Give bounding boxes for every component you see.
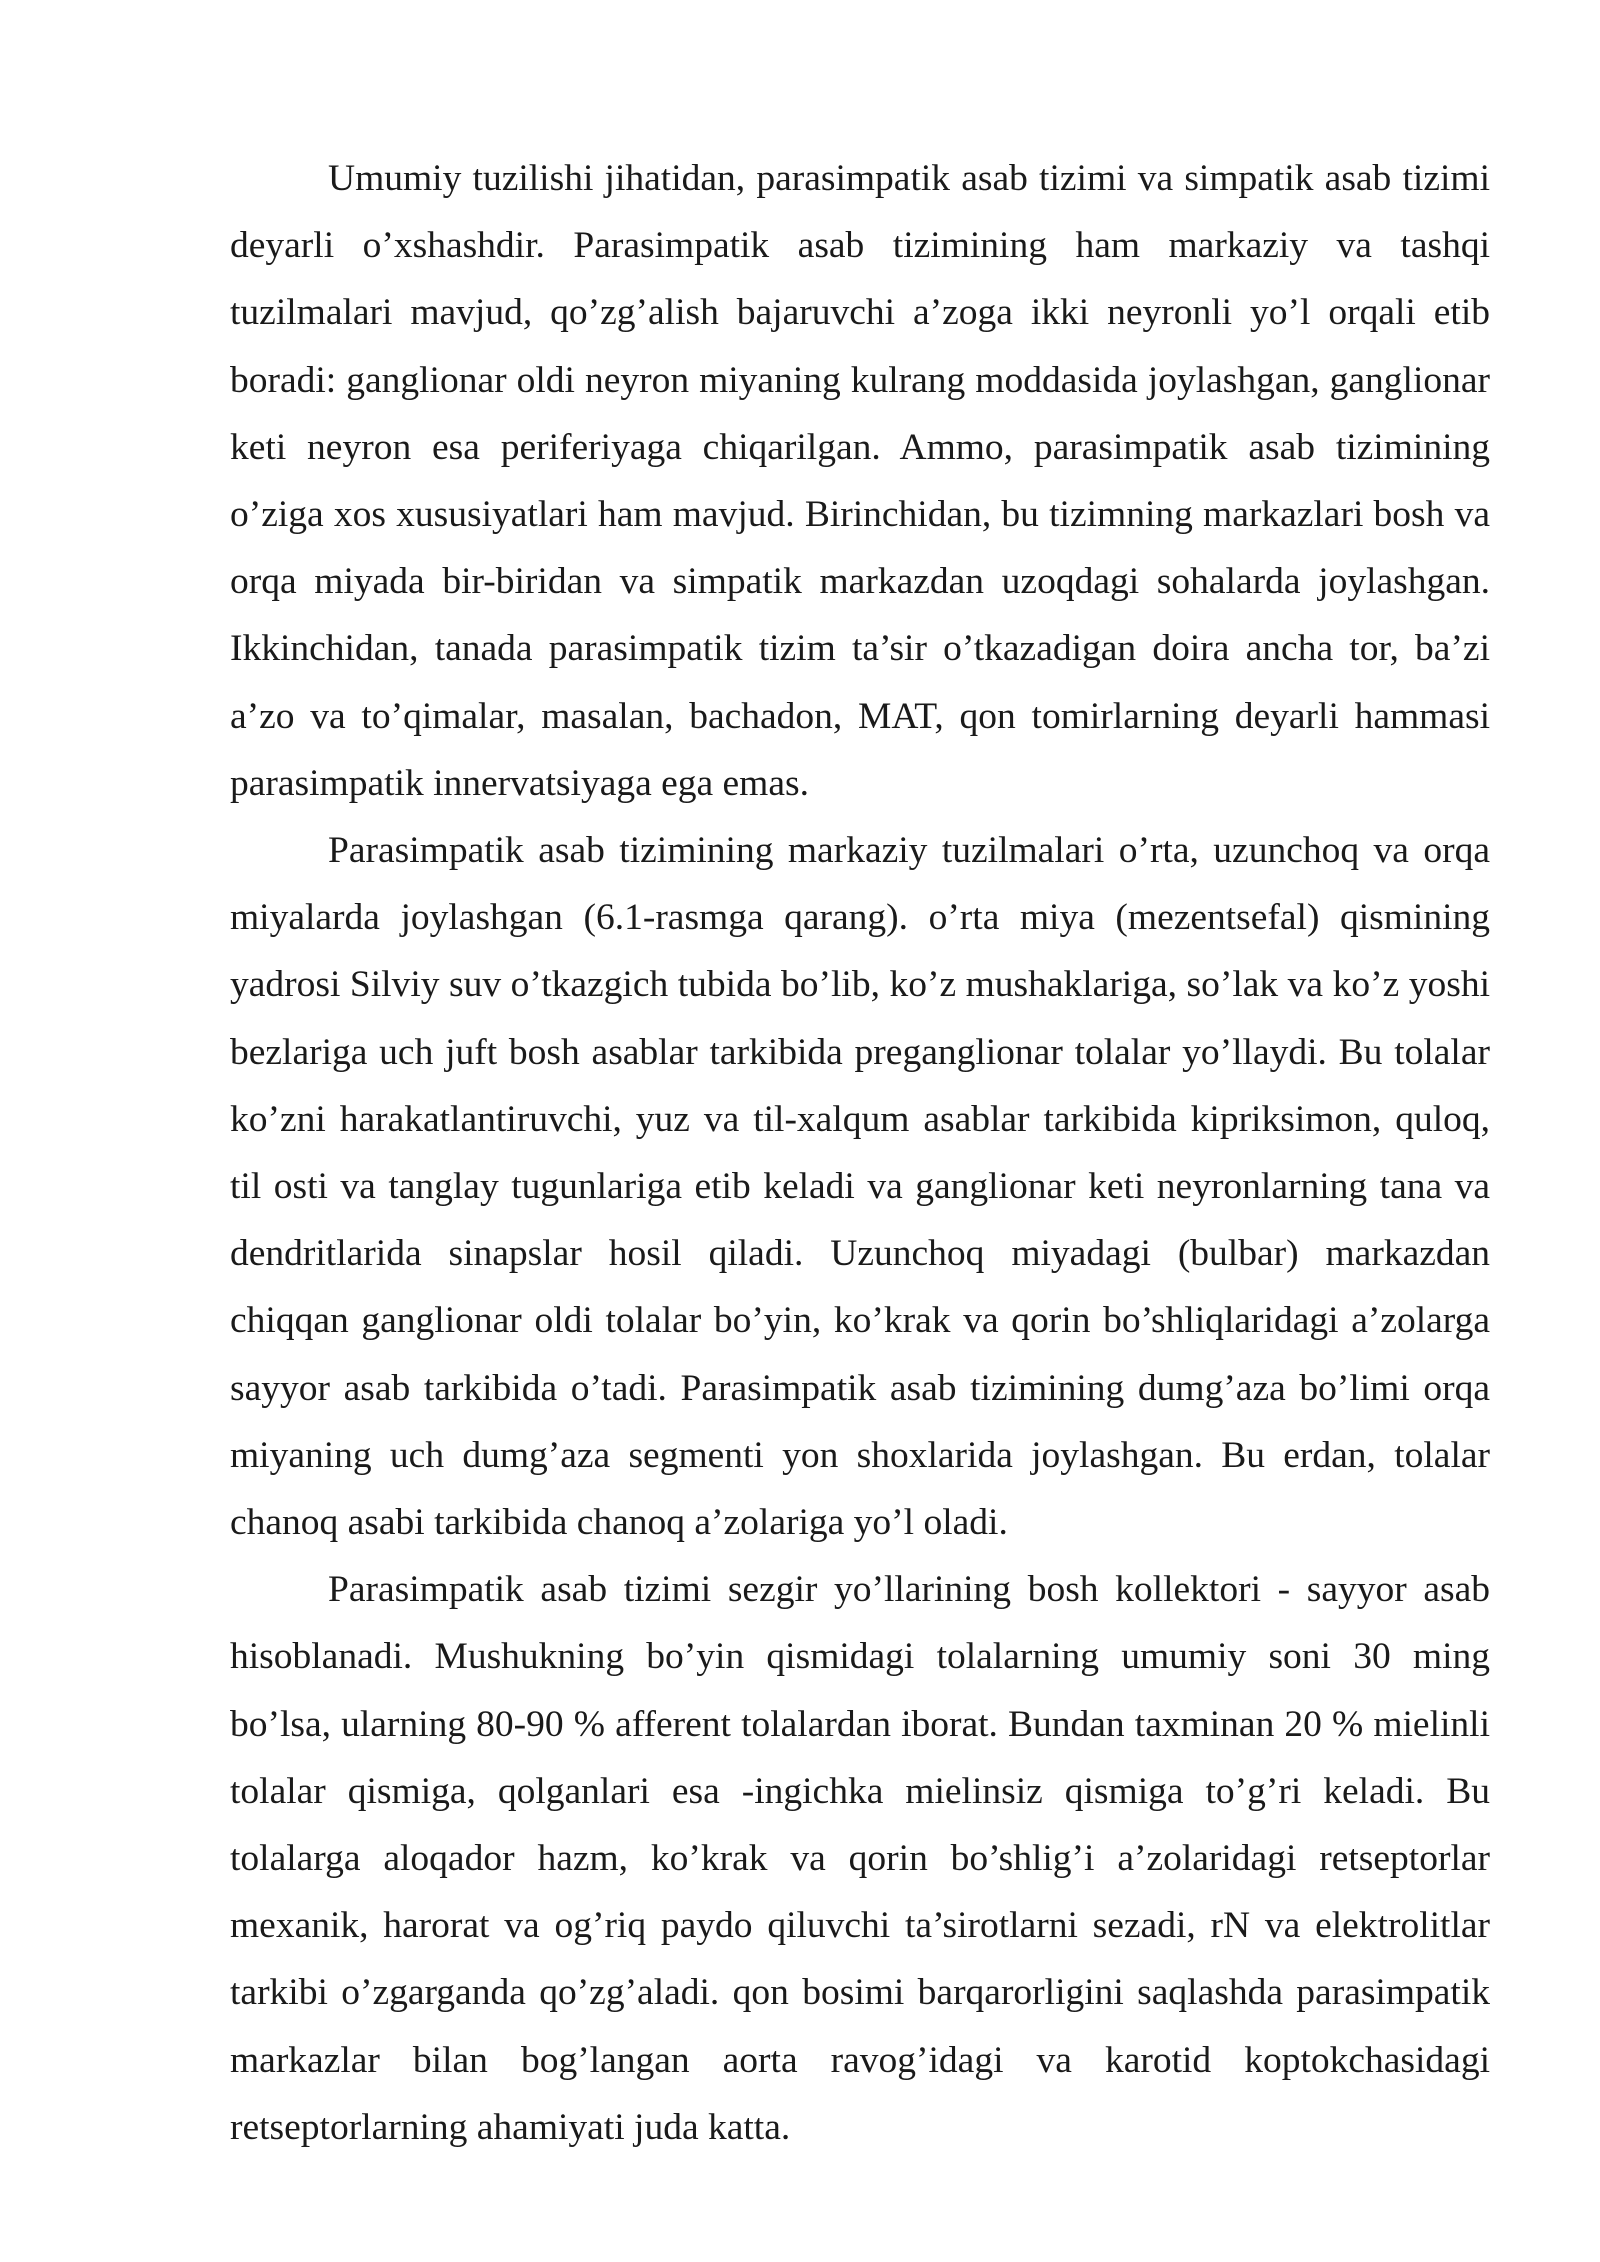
paragraph-2: Parasimpatik asab tizimining markaziy tuzilmalari o’rta, uzunchoq va orqa miyalarda joylashgan (6.1-rasmga qarang). o’rta miya (mezentsefal) qismining yadrosi Silviy suv o’tkazgich tubida bo’lib, ko’z mushaklariga, so’lak va ko’z yoshi bezlariga uch juft bosh asablar tarkibida preganglionar tolalar yo’llaydi. Bu tolalar ko’zni harakatlantiruvchi, yuz va til-xalqum asablar tarkibida kipriksimon, quloq, til osti va tanglay tugunlariga etib keladi va ganglionar keti neyronlarning tana va dendritlarida sinapslar hosil qiladi. Uzunchoq miyadagi (bulbar) markazdan chiqqan ganglionar oldi tolalar bo’yin, ko’krak va qorin bo’shliqlaridagi a’zolarga sayyor asab tarkibida o’tadi. Parasimpatik asab tizimining dumg’aza bo’limi orqa miyaning uch dumg’aza segmenti yon shoxlarida joylashgan. Bu erdan, tolalar chanoq asabi tarkibida chanoq a’zolariga yo’l oladi. [230, 830, 1490, 1544]
paragraph-3: Parasimpatik asab tizimi sezgir yo’llarining bosh kollektori - sayyor asab hisoblanadi. Mushukning bo’yin qismidagi tolalarning umumiy soni 30 ming bo’lsa, ularning 80-90 % afferent tolalardan iborat. Bundan taxminan 20 % mielinli tolalar qismiga, qolganlari esa -ingichka mielinsiz qismiga to’g’ri keladi. Bu tolalarga aloqador hazm, ko’krak va qorin bo’shlig’i a’zolaridagi retseptorlar mexanik, harorat va og’riq paydo qiluvchi ta’sirotlarni sezadi, rN va elektrolitlar tarkibi o’zgarganda qo’zg’aladi. qon bosimi barqarorligini saqlashda parasimpatik markazlar bilan bog’langan aorta ravog’idagi va karotid koptokchasidagi retseptorlarning ahamiyati juda katta. [230, 1569, 1490, 2148]
paragraph-1: Umumiy tuzilishi jihatidan, parasimpatik asab tizimi va simpatik asab tizimi deyarli o’xshashdir. Parasimpatik asab tizimining ham markaziy va tashqi tuzilmalari mavjud, qo’zg’alish bajaruvchi a’zoga ikki neyronli yo’l orqali etib boradi: ganglionar oldi neyron miyaning kulrang moddasida joylashgan, ganglionar keti neyron esa periferiyaga chiqarilgan. Ammo, parasimpatik asab tizimining o’ziga xos xususiyatlari ham mavjud. Birinchidan, bu tizimning markazlari bosh va orqa miyada bir-biridan va simpatik markazdan uzoqdagi sohalarda joylashgan. Ikkinchidan, tanada parasimpatik tizim ta’sir o’tkazadigan doira ancha tor, ba’zi a’zo va to’qimalar, masalan, bachadon, MAT, qon tomirlarning deyarli hammasi parasimpatik innervatsiyaga ega emas. [230, 158, 1490, 804]
document-body [230, 145, 1490, 2161]
